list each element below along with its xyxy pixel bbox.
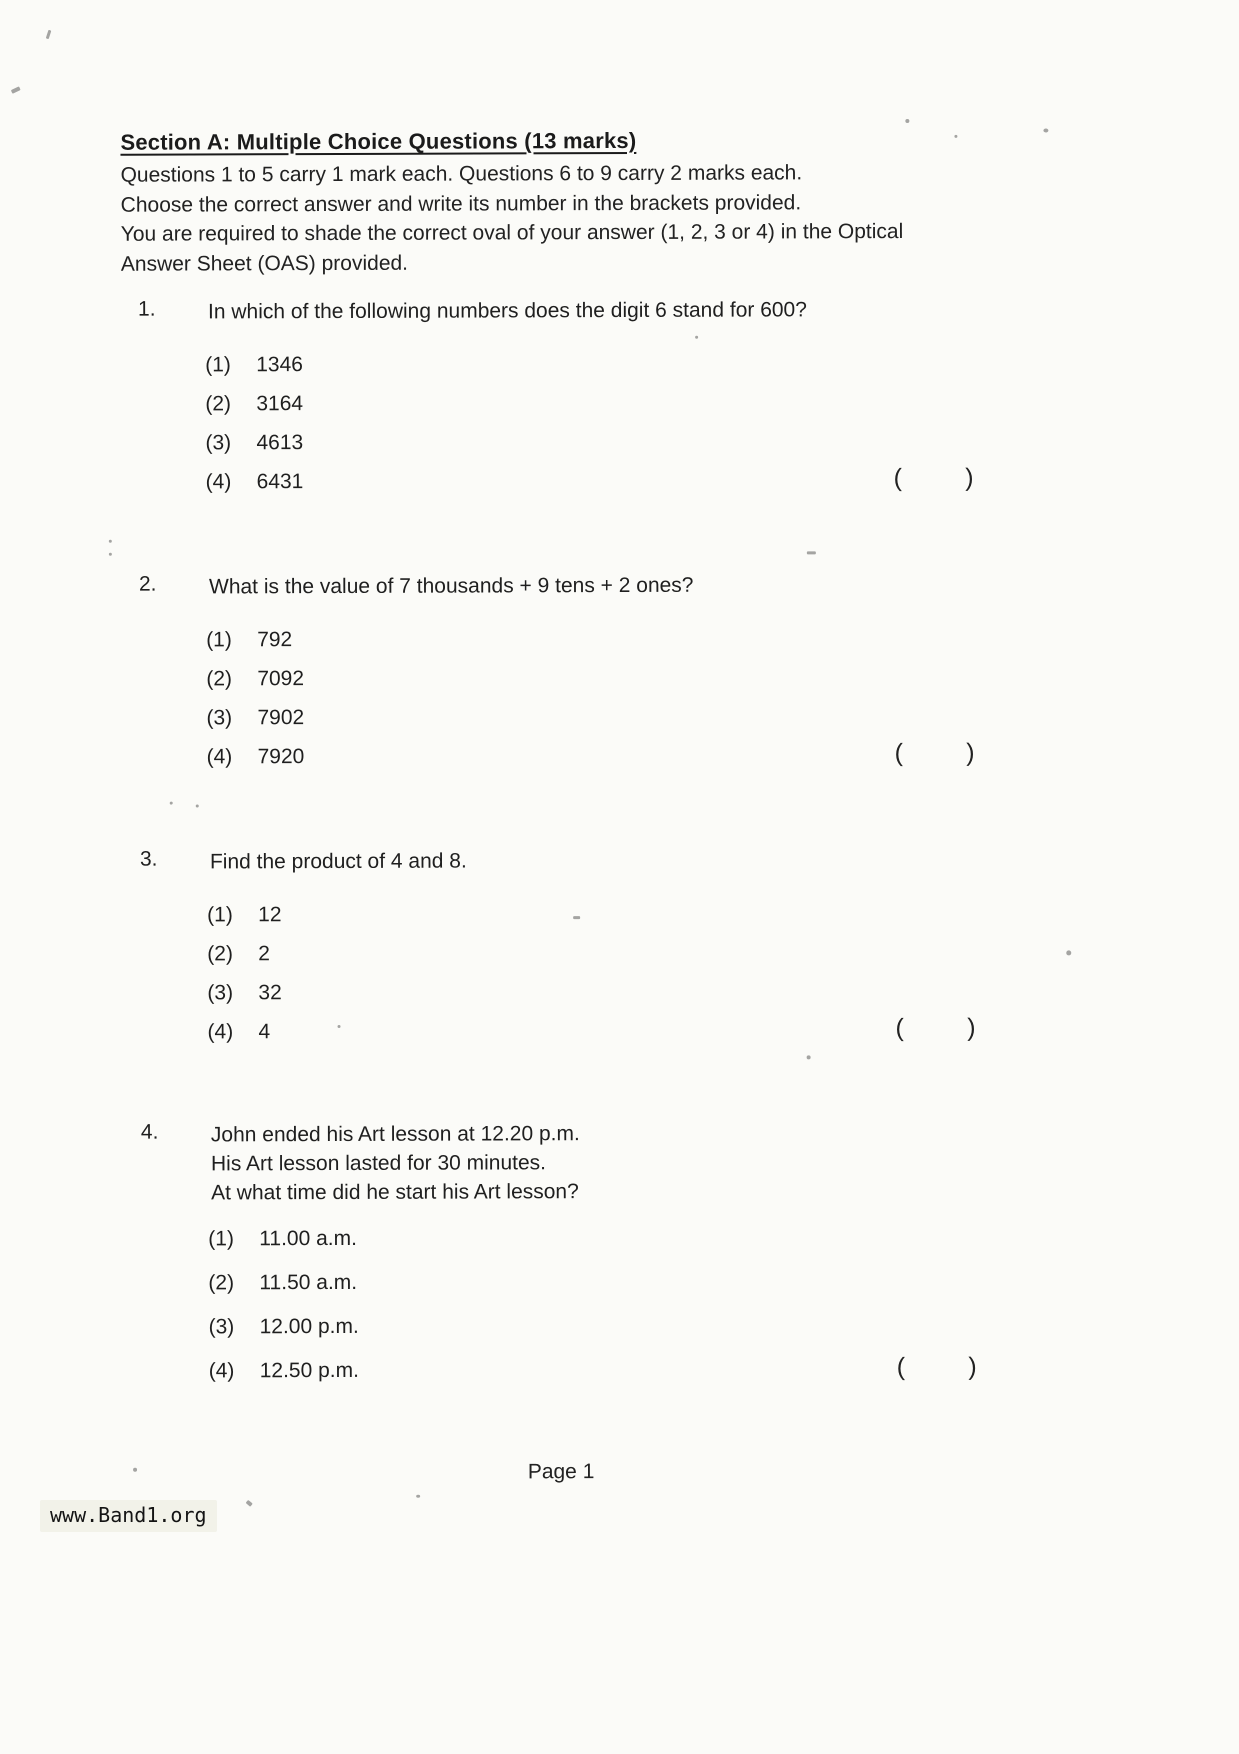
bracket-open: ( <box>895 1014 904 1043</box>
scan-speck <box>109 540 112 543</box>
question-text: His Art lesson lasted for 30 minutes. <box>210 1151 547 1176</box>
answer-bracket <box>895 1014 975 1043</box>
bracket-open: ( <box>896 1353 906 1382</box>
option-label: (4) <box>206 745 233 769</box>
option-row <box>207 939 1140 981</box>
option-value: 11.00 a.m. <box>259 1226 357 1251</box>
question-number: 2. <box>138 572 157 596</box>
scan-speck <box>905 119 909 123</box>
answer-bracket <box>894 464 974 493</box>
question-number: 1. <box>137 297 156 321</box>
instruction-line: You are required to shade the correct oval of your answer (1, 2, 3 or 4) in the Optical <box>120 220 904 246</box>
option-label: (4) <box>208 1359 235 1383</box>
section-title: Section A: Multiple Choice Questions (13 marks) <box>120 127 637 155</box>
options-list <box>207 900 1141 1059</box>
question-text: What is the value of 7 thousands + 9 tens + 2 ones? <box>208 573 694 599</box>
option-value: 12 <box>258 903 282 927</box>
bracket-open: ( <box>893 464 902 493</box>
option-value: 6431 <box>256 470 304 494</box>
option-row <box>205 350 1138 392</box>
option-label: (3) <box>207 981 234 1005</box>
option-label: (1) <box>205 353 231 377</box>
option-value: 1346 <box>256 353 303 377</box>
option-label: (3) <box>208 1315 235 1339</box>
option-row <box>207 1013 1140 1059</box>
question-text: In which of the following numbers does the digit 6 stand for 600? <box>207 298 807 324</box>
scan-speck <box>807 551 816 554</box>
option-row <box>207 900 1140 942</box>
question-1 <box>138 294 1139 509</box>
page-footer: Page 1 <box>527 1460 595 1484</box>
option-label: (4) <box>205 470 232 494</box>
option-row <box>207 978 1140 1020</box>
bracket-open: ( <box>894 739 903 768</box>
option-row <box>206 738 1140 784</box>
option-row <box>205 463 1139 509</box>
scan-speck <box>246 1500 253 1507</box>
question-text: John ended his Art lesson at 12.20 p.m. <box>210 1122 580 1147</box>
option-value: 11.50 a.m. <box>259 1270 358 1295</box>
question-text: Find the product of 4 and 8. <box>209 849 467 874</box>
question-4 <box>141 1117 1142 1403</box>
scan-speck <box>1066 950 1071 955</box>
scan-speck <box>416 1495 420 1498</box>
option-row <box>206 703 1139 745</box>
scan-speck <box>109 553 112 556</box>
option-row <box>208 1352 1142 1403</box>
scan-speck <box>695 336 698 339</box>
bracket-close: ) <box>968 1352 977 1381</box>
option-label: (4) <box>207 1020 234 1044</box>
option-label: (2) <box>207 942 233 966</box>
question-number: 3. <box>139 847 158 871</box>
option-value: 4 <box>258 1020 271 1044</box>
option-value: 32 <box>258 981 282 1005</box>
answer-bracket <box>897 1353 977 1382</box>
option-label: (2) <box>208 1271 235 1295</box>
option-value: 7920 <box>257 745 305 769</box>
option-label: (2) <box>206 667 233 691</box>
option-label: (1) <box>206 628 232 652</box>
question-3 <box>140 844 1141 1059</box>
scan-speck <box>338 1025 341 1028</box>
scan-speck <box>807 1055 811 1059</box>
instruction-line: Questions 1 to 5 carry 1 mark each. Questions 6 to 9 carry 2 marks each. <box>120 161 803 187</box>
option-row <box>208 1224 1141 1271</box>
options-list <box>208 1224 1142 1403</box>
option-row <box>205 428 1138 470</box>
question-number: 4. <box>140 1120 159 1144</box>
section-header <box>120 127 971 279</box>
scan-speck <box>954 135 957 138</box>
answer-bracket <box>895 739 975 768</box>
scan-speck <box>573 916 580 919</box>
option-label: (1) <box>208 1227 234 1251</box>
option-label: (2) <box>205 392 232 416</box>
option-value: 7092 <box>257 667 305 691</box>
option-label: (3) <box>205 431 232 455</box>
option-value: 7902 <box>257 706 305 730</box>
option-row <box>209 1312 1142 1359</box>
instruction-line: Answer Sheet (OAS) provided. <box>120 251 409 276</box>
option-value: 2 <box>258 942 270 966</box>
options-list <box>205 350 1139 509</box>
scan-speck <box>46 30 52 39</box>
bracket-close: ) <box>966 738 975 767</box>
option-value: 12.00 p.m. <box>259 1314 359 1339</box>
option-label: (3) <box>206 706 233 730</box>
scan-speck <box>170 802 173 805</box>
scan-speck <box>133 1468 137 1472</box>
options-list <box>206 625 1140 784</box>
bracket-close: ) <box>965 463 974 492</box>
bracket-close: ) <box>967 1013 976 1042</box>
watermark: www.Band1.org <box>40 1500 217 1532</box>
question-2 <box>139 569 1140 784</box>
instruction-line: Choose the correct answer and write its number in the brackets provided. <box>120 190 802 217</box>
option-value: 792 <box>257 628 293 652</box>
option-value: 12.50 p.m. <box>259 1358 359 1383</box>
scan-speck <box>1043 128 1048 132</box>
option-row <box>206 625 1139 667</box>
scan-speck <box>196 804 199 807</box>
option-value: 3164 <box>256 392 304 416</box>
question-text: At what time did he start his Art lesson? <box>211 1180 579 1205</box>
option-row <box>208 1268 1141 1315</box>
option-row <box>205 389 1138 431</box>
option-value: 4613 <box>256 431 304 455</box>
scan-speck <box>11 86 21 93</box>
option-label: (1) <box>207 903 233 927</box>
option-row <box>206 664 1139 706</box>
